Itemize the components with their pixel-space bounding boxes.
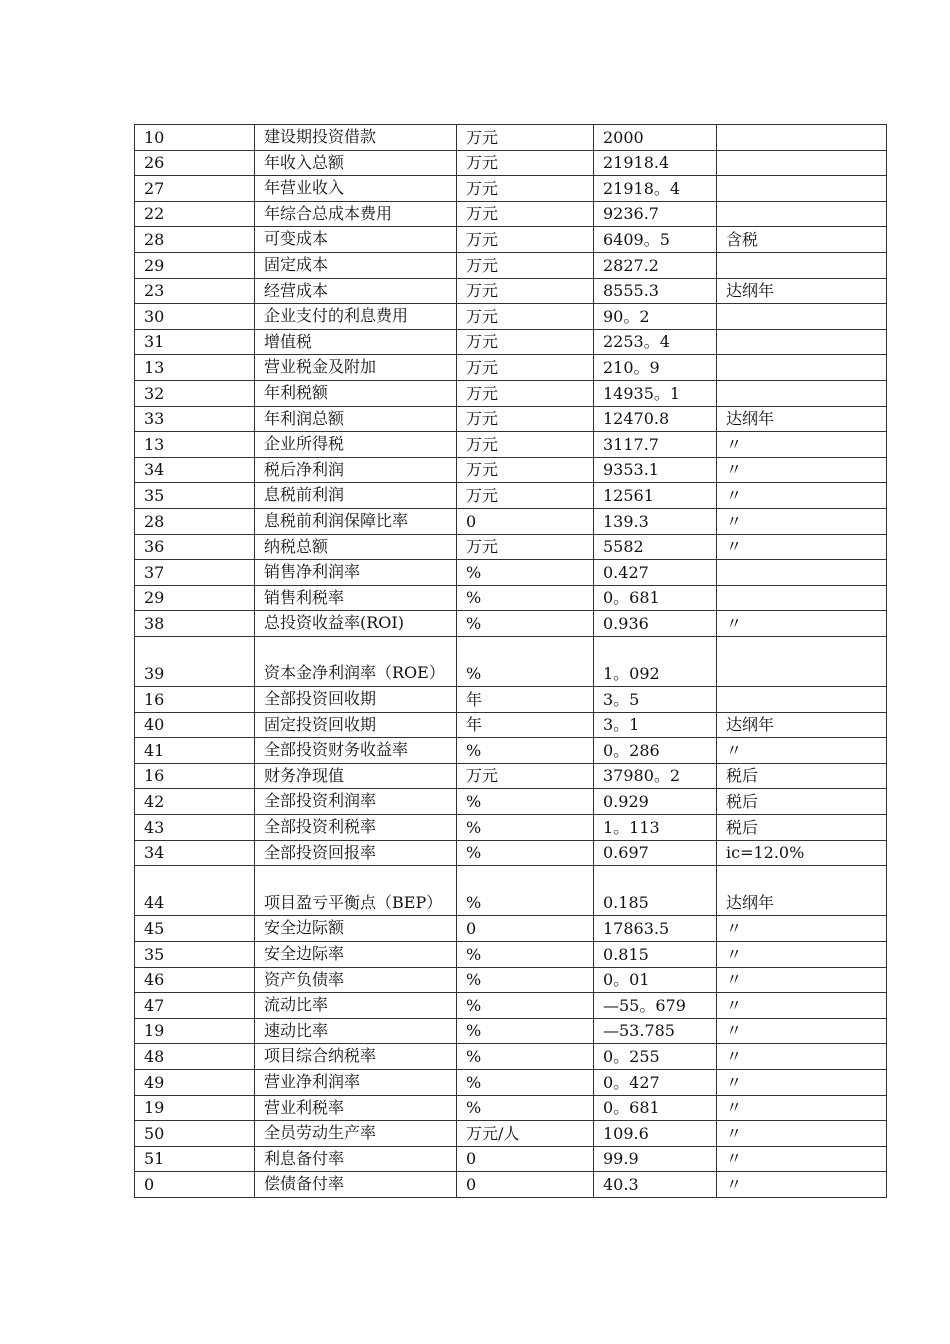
unit-cell: % xyxy=(457,1069,594,1095)
item-name-cell: 纳税总额 xyxy=(255,534,457,560)
unit-cell: 万元 xyxy=(457,380,594,406)
value-cell: 0.929 xyxy=(594,789,717,815)
table-row xyxy=(135,227,887,253)
unit-cell: 0 xyxy=(457,1172,594,1198)
unit-cell: 万元 xyxy=(457,176,594,202)
table-row xyxy=(135,993,887,1019)
item-name-cell: 营业净利润率 xyxy=(255,1069,457,1095)
table-row xyxy=(135,125,887,151)
row-number-cell: 43 xyxy=(135,815,255,841)
note-cell: 达纲年 xyxy=(717,278,887,304)
table-row xyxy=(135,278,887,304)
value-cell: —55。679 xyxy=(594,993,717,1019)
item-name-cell: 偿债备付率 xyxy=(255,1172,457,1198)
item-name-cell: 项目综合纳税率 xyxy=(255,1044,457,1070)
note-cell: 〃 xyxy=(717,1095,887,1121)
item-name-cell: 固定成本 xyxy=(255,252,457,278)
row-number-cell: 39 xyxy=(135,636,255,686)
value-cell: 12470.8 xyxy=(594,406,717,432)
unit-cell: % xyxy=(457,866,594,916)
item-name-cell: 全部投资利润率 xyxy=(255,789,457,815)
row-number-cell: 41 xyxy=(135,738,255,764)
item-name-cell: 资本金净利润率（ROE） xyxy=(255,636,457,686)
note-cell xyxy=(717,201,887,227)
unit-cell: 万元 xyxy=(457,201,594,227)
item-name-cell: 年利润总额 xyxy=(255,406,457,432)
value-cell: 8555.3 xyxy=(594,278,717,304)
table-row xyxy=(135,1044,887,1070)
value-cell: 0。286 xyxy=(594,738,717,764)
value-cell: 0.815 xyxy=(594,942,717,968)
row-number-cell: 44 xyxy=(135,866,255,916)
row-number-cell: 45 xyxy=(135,916,255,942)
row-number-cell: 19 xyxy=(135,1018,255,1044)
row-number-cell: 35 xyxy=(135,942,255,968)
unit-cell: % xyxy=(457,942,594,968)
unit-cell: 0 xyxy=(457,508,594,534)
note-cell: 〃 xyxy=(717,942,887,968)
unit-cell: % xyxy=(457,585,594,611)
note-cell xyxy=(717,252,887,278)
value-cell: 3。5 xyxy=(594,687,717,713)
row-number-cell: 37 xyxy=(135,560,255,586)
value-cell: 17863.5 xyxy=(594,916,717,942)
unit-cell: 年 xyxy=(457,687,594,713)
item-name-cell: 财务净现值 xyxy=(255,763,457,789)
value-cell: 0。681 xyxy=(594,585,717,611)
note-cell: 〃 xyxy=(717,611,887,637)
value-cell: 0。255 xyxy=(594,1044,717,1070)
row-number-cell: 28 xyxy=(135,508,255,534)
table-row xyxy=(135,201,887,227)
value-cell: 3117.7 xyxy=(594,432,717,458)
table-row xyxy=(135,840,887,866)
table-row xyxy=(135,815,887,841)
item-name-cell: 流动比率 xyxy=(255,993,457,1019)
unit-cell: 年 xyxy=(457,712,594,738)
unit-cell: 0 xyxy=(457,916,594,942)
indicator-table-body xyxy=(135,125,887,1198)
indicator-table xyxy=(134,124,887,1198)
row-number-cell: 36 xyxy=(135,534,255,560)
row-number-cell: 29 xyxy=(135,585,255,611)
unit-cell: 万元 xyxy=(457,483,594,509)
item-name-cell: 息税前利润保障比率 xyxy=(255,508,457,534)
value-cell: 6409。5 xyxy=(594,227,717,253)
row-number-cell: 40 xyxy=(135,712,255,738)
value-cell: 12561 xyxy=(594,483,717,509)
note-cell: 〃 xyxy=(717,993,887,1019)
row-number-cell: 31 xyxy=(135,329,255,355)
row-number-cell: 49 xyxy=(135,1069,255,1095)
value-cell: 21918。4 xyxy=(594,176,717,202)
value-cell: 2000 xyxy=(594,125,717,151)
item-name-cell: 安全边际率 xyxy=(255,942,457,968)
item-name-cell: 速动比率 xyxy=(255,1018,457,1044)
unit-cell: 万元/人 xyxy=(457,1121,594,1147)
item-name-cell: 年收入总额 xyxy=(255,150,457,176)
table-row xyxy=(135,560,887,586)
note-cell: 含税 xyxy=(717,227,887,253)
row-number-cell: 46 xyxy=(135,967,255,993)
row-number-cell: 30 xyxy=(135,304,255,330)
unit-cell: % xyxy=(457,738,594,764)
value-cell: 109.6 xyxy=(594,1121,717,1147)
table-row xyxy=(135,636,887,686)
table-row xyxy=(135,1018,887,1044)
unit-cell: % xyxy=(457,560,594,586)
item-name-cell: 全部投资回报率 xyxy=(255,840,457,866)
item-name-cell: 销售净利润率 xyxy=(255,560,457,586)
table-row xyxy=(135,508,887,534)
value-cell: 2253。4 xyxy=(594,329,717,355)
row-number-cell: 33 xyxy=(135,406,255,432)
note-cell xyxy=(717,560,887,586)
item-name-cell: 年营业收入 xyxy=(255,176,457,202)
item-name-cell: 全员劳动生产率 xyxy=(255,1121,457,1147)
table-row xyxy=(135,483,887,509)
row-number-cell: 22 xyxy=(135,201,255,227)
table-row xyxy=(135,942,887,968)
unit-cell: % xyxy=(457,1044,594,1070)
item-name-cell: 年利税额 xyxy=(255,380,457,406)
unit-cell: 万元 xyxy=(457,534,594,560)
note-cell: 〃 xyxy=(717,1146,887,1172)
unit-cell: % xyxy=(457,993,594,1019)
unit-cell: 万元 xyxy=(457,329,594,355)
value-cell: 90。2 xyxy=(594,304,717,330)
value-cell: 0。427 xyxy=(594,1069,717,1095)
note-cell: 〃 xyxy=(717,508,887,534)
item-name-cell: 建设期投资借款 xyxy=(255,125,457,151)
value-cell: 0.427 xyxy=(594,560,717,586)
table-row xyxy=(135,355,887,381)
item-name-cell: 可变成本 xyxy=(255,227,457,253)
item-name-cell: 利息备付率 xyxy=(255,1146,457,1172)
table-row xyxy=(135,406,887,432)
note-cell: 〃 xyxy=(717,1018,887,1044)
value-cell: 9353.1 xyxy=(594,457,717,483)
value-cell: 210。9 xyxy=(594,355,717,381)
note-cell: 达纲年 xyxy=(717,712,887,738)
note-cell: 〃 xyxy=(717,457,887,483)
table-row xyxy=(135,1069,887,1095)
value-cell: 14935。1 xyxy=(594,380,717,406)
note-cell xyxy=(717,687,887,713)
unit-cell: 万元 xyxy=(457,227,594,253)
row-number-cell: 13 xyxy=(135,355,255,381)
value-cell: 3。1 xyxy=(594,712,717,738)
value-cell: 0.185 xyxy=(594,866,717,916)
item-name-cell: 企业支付的利息费用 xyxy=(255,304,457,330)
item-name-cell: 项目盈亏平衡点（BEP） xyxy=(255,866,457,916)
note-cell: 〃 xyxy=(717,916,887,942)
table-row xyxy=(135,916,887,942)
table-row xyxy=(135,534,887,560)
table-row xyxy=(135,1146,887,1172)
unit-cell: 万元 xyxy=(457,150,594,176)
note-cell xyxy=(717,150,887,176)
row-number-cell: 26 xyxy=(135,150,255,176)
note-cell xyxy=(717,304,887,330)
item-name-cell: 安全边际额 xyxy=(255,916,457,942)
value-cell: —53.785 xyxy=(594,1018,717,1044)
value-cell: 21918.4 xyxy=(594,150,717,176)
table-row xyxy=(135,687,887,713)
value-cell: 2827.2 xyxy=(594,252,717,278)
value-cell: 40.3 xyxy=(594,1172,717,1198)
table-row xyxy=(135,1172,887,1198)
table-row xyxy=(135,967,887,993)
value-cell: 0。681 xyxy=(594,1095,717,1121)
row-number-cell: 48 xyxy=(135,1044,255,1070)
value-cell: 0.697 xyxy=(594,840,717,866)
table-row xyxy=(135,789,887,815)
unit-cell: % xyxy=(457,840,594,866)
note-cell: 达纲年 xyxy=(717,866,887,916)
value-cell: 37980。2 xyxy=(594,763,717,789)
unit-cell: 万元 xyxy=(457,432,594,458)
row-number-cell: 47 xyxy=(135,993,255,1019)
value-cell: 0。01 xyxy=(594,967,717,993)
table-row xyxy=(135,585,887,611)
row-number-cell: 35 xyxy=(135,483,255,509)
note-cell: 税后 xyxy=(717,789,887,815)
item-name-cell: 经营成本 xyxy=(255,278,457,304)
table-row xyxy=(135,432,887,458)
item-name-cell: 息税前利润 xyxy=(255,483,457,509)
item-name-cell: 全部投资回收期 xyxy=(255,687,457,713)
unit-cell: 万元 xyxy=(457,304,594,330)
note-cell: 达纲年 xyxy=(717,406,887,432)
row-number-cell: 51 xyxy=(135,1146,255,1172)
row-number-cell: 38 xyxy=(135,611,255,637)
row-number-cell: 34 xyxy=(135,840,255,866)
row-number-cell: 13 xyxy=(135,432,255,458)
note-cell: 〃 xyxy=(717,1069,887,1095)
row-number-cell: 16 xyxy=(135,763,255,789)
item-name-cell: 税后净利润 xyxy=(255,457,457,483)
item-name-cell: 营业税金及附加 xyxy=(255,355,457,381)
note-cell: 税后 xyxy=(717,763,887,789)
unit-cell: 万元 xyxy=(457,125,594,151)
row-number-cell: 50 xyxy=(135,1121,255,1147)
unit-cell: 0 xyxy=(457,1146,594,1172)
item-name-cell: 全部投资利税率 xyxy=(255,815,457,841)
item-name-cell: 全部投资财务收益率 xyxy=(255,738,457,764)
table-row xyxy=(135,150,887,176)
table-row xyxy=(135,1095,887,1121)
table-row xyxy=(135,304,887,330)
item-name-cell: 销售利税率 xyxy=(255,585,457,611)
row-number-cell: 32 xyxy=(135,380,255,406)
table-row xyxy=(135,1121,887,1147)
table-row xyxy=(135,738,887,764)
unit-cell: 万元 xyxy=(457,278,594,304)
row-number-cell: 29 xyxy=(135,252,255,278)
value-cell: 1。092 xyxy=(594,636,717,686)
row-number-cell: 19 xyxy=(135,1095,255,1121)
item-name-cell: 年综合总成本费用 xyxy=(255,201,457,227)
note-cell: 税后 xyxy=(717,815,887,841)
table-row xyxy=(135,176,887,202)
table-row xyxy=(135,252,887,278)
row-number-cell: 0 xyxy=(135,1172,255,1198)
value-cell: 139.3 xyxy=(594,508,717,534)
table-row xyxy=(135,763,887,789)
unit-cell: % xyxy=(457,636,594,686)
note-cell: ic=12.0% xyxy=(717,840,887,866)
note-cell: 〃 xyxy=(717,738,887,764)
note-cell xyxy=(717,636,887,686)
item-name-cell: 固定投资回收期 xyxy=(255,712,457,738)
note-cell xyxy=(717,585,887,611)
unit-cell: 万元 xyxy=(457,457,594,483)
row-number-cell: 28 xyxy=(135,227,255,253)
row-number-cell: 42 xyxy=(135,789,255,815)
unit-cell: % xyxy=(457,611,594,637)
note-cell: 〃 xyxy=(717,483,887,509)
table-row xyxy=(135,329,887,355)
unit-cell: % xyxy=(457,1095,594,1121)
item-name-cell: 营业利税率 xyxy=(255,1095,457,1121)
table-row xyxy=(135,380,887,406)
row-number-cell: 34 xyxy=(135,457,255,483)
item-name-cell: 企业所得税 xyxy=(255,432,457,458)
note-cell: 〃 xyxy=(717,432,887,458)
unit-cell: % xyxy=(457,789,594,815)
unit-cell: 万元 xyxy=(457,406,594,432)
unit-cell: 万元 xyxy=(457,355,594,381)
table-row xyxy=(135,457,887,483)
note-cell: 〃 xyxy=(717,1121,887,1147)
value-cell: 1。113 xyxy=(594,815,717,841)
item-name-cell: 资产负债率 xyxy=(255,967,457,993)
table-row xyxy=(135,866,887,916)
value-cell: 0.936 xyxy=(594,611,717,637)
table-row xyxy=(135,611,887,637)
unit-cell: % xyxy=(457,967,594,993)
unit-cell: 万元 xyxy=(457,252,594,278)
note-cell: 〃 xyxy=(717,534,887,560)
note-cell xyxy=(717,176,887,202)
value-cell: 5582 xyxy=(594,534,717,560)
value-cell: 99.9 xyxy=(594,1146,717,1172)
unit-cell: % xyxy=(457,1018,594,1044)
item-name-cell: 总投资收益率(ROI) xyxy=(255,611,457,637)
item-name-cell: 增值税 xyxy=(255,329,457,355)
unit-cell: % xyxy=(457,815,594,841)
row-number-cell: 27 xyxy=(135,176,255,202)
value-cell: 9236.7 xyxy=(594,201,717,227)
unit-cell: 万元 xyxy=(457,763,594,789)
note-cell xyxy=(717,329,887,355)
note-cell: 〃 xyxy=(717,1172,887,1198)
note-cell xyxy=(717,125,887,151)
table-row xyxy=(135,712,887,738)
note-cell xyxy=(717,380,887,406)
row-number-cell: 10 xyxy=(135,125,255,151)
note-cell xyxy=(717,355,887,381)
row-number-cell: 16 xyxy=(135,687,255,713)
note-cell: 〃 xyxy=(717,1044,887,1070)
note-cell: 〃 xyxy=(717,967,887,993)
row-number-cell: 23 xyxy=(135,278,255,304)
